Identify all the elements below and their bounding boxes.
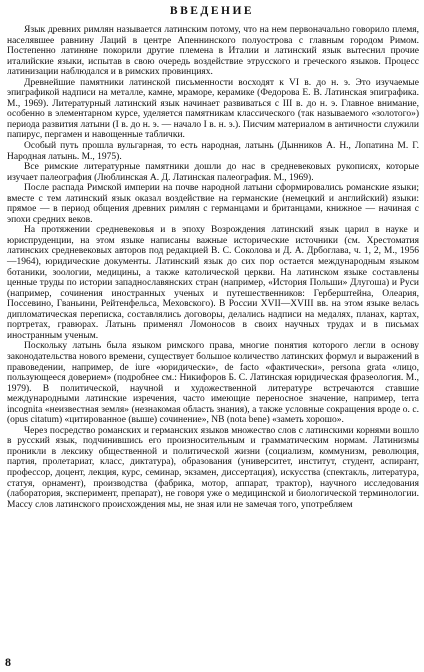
paragraph-6: На протяжении средневековья и в эпоху Возрождения латинский язык царил в науке и юриспруденции, на этом языке написаны важные исторические источники (см. Хрестоматия латинских средневековых авторов под редакцией В. С. Соколова и Д. А. Дрбоглава, ч. 1, 2, М., 1956—1964), юридические документы. Латинский язык до сих пор остается международным языком ботаники, зоологии, медицины, а также католической церкви. На латинском языке составлены ценные труды по истории западнославянских стран (например, «История Польши» Длугоша) и Руси (например, сочинения иностранных ученых и путешественников: Герберштейна, Олеария, Поссевино, Гваньини, Рейтенфельса, Меховского). В России XVII—XVIII вв. на этом языке велась дипломатическая переписка, составлялись договоры, делались надписи на медалях, планах, картах, портретах, гравюрах. Латынь применял Ломоносов в своих научных трудах и в письмах иностранным ученым. <box>7 225 419 341</box>
chapter-title: ВВЕДЕНИЕ <box>169 5 255 17</box>
paragraph-5: После распада Римской империи на почве народной латыни сформировались романские языки; вместе с тем латинский язык оказал воздействие на германские (немецкий и английский) языки: прямое — в период общения древних римлян с германцами и британцами, книжное — начиная с эпохи средних веков. <box>7 183 419 225</box>
paragraph-2: Древнейшие памятники латинской письменности восходят к VI в. до н. э. Это изучаемые эпиграфикой надписи на металле, камне, мраморе, керамике (Федорова Е. В. Латинская эпиграфика. М., 1969). Литературный латинский язык начинает развиваться с III в. до н. э. Главное внимание, особенно в элементарном курсе, уделяется памятникам классического (так называемого «золотого») периода развития латыни (I в. до н. э. — начало I в. н. э.). Писчим материалом в античности служили папирус, пергамен и навощенные таблички. <box>7 77 419 141</box>
paragraph-3: Особый путь прошла вульгарная, то есть народная, латынь (Дынников А. Н., Лопатина М. Г. Народная латынь. М., 1975). <box>7 141 419 162</box>
paragraph-1: Язык древних римлян называется латинским потому, что на нем первоначально говорило племя, населявшее равнину Лаций в центре Апеннинского полуострова с главным городом Римом. Постепенно латиняне покорили другие племена в Италии и латинский язык вытеснил прочие италийские языки, испытав в свою очередь воздействие этрусского и греческого языков. Процесс латинизации наблюдался и в римских провинциях. <box>7 25 419 78</box>
paragraph-8: Через посредство романских и германских языков множество слов с латинскими корнями вошло в русский язык, подчинившись его произносительным и грамматическим нормам. Латинизмы проникли в лексику общественной и политической жизни (социализм, коммунизм, революция, партия, пролетариат, класс, диктатура), образования (университет, институт, студент, аспирант, профессор, доцент, лекция, курс, семинар, экзамен, диссертация), искусства (спектакль, литература, статуя, орнамент), производства (фабрика, мотор, аппарат, трактор), научного исследования (лаборатория, эксперимент, препарат), не говоря уже о медицинской и биологической терминологии. Массу слов латинского происхождения мы, не зная или не замечая того, употребляем <box>7 425 419 510</box>
paragraph-7: Поскольку латынь была языком римского права, многие понятия которого легли в основу законодательства нового времени, существует большое количество латинских формул и выражений в правоведении, например, de iure «юридически», de facto «фактически», persona grata «лицо, пользующееся доверием» (подробнее см.: Никифоров Б. С. Латинская юридическая фразеология. М., 1979). В политической, научной и художественной литературе встречаются ставшие международными латинские изречения, часто имеющие переносное значение, например, terra incognita «неизвестная земля» (незнакомая область знания), а также условные сокращения вроде о. с. (opus citatum) «цитированное (выше) сочинение», NB (nota bene) «заметь хорошо». <box>7 341 419 426</box>
page-number: 8 <box>5 655 11 669</box>
body-text <box>7 25 419 510</box>
paragraph-4: Все римские литературные памятники дошли до нас в средневековых рукописях, которые изучает палеография (Люблинская А. Д. Латинская палеография. М., 1969). <box>7 162 419 183</box>
